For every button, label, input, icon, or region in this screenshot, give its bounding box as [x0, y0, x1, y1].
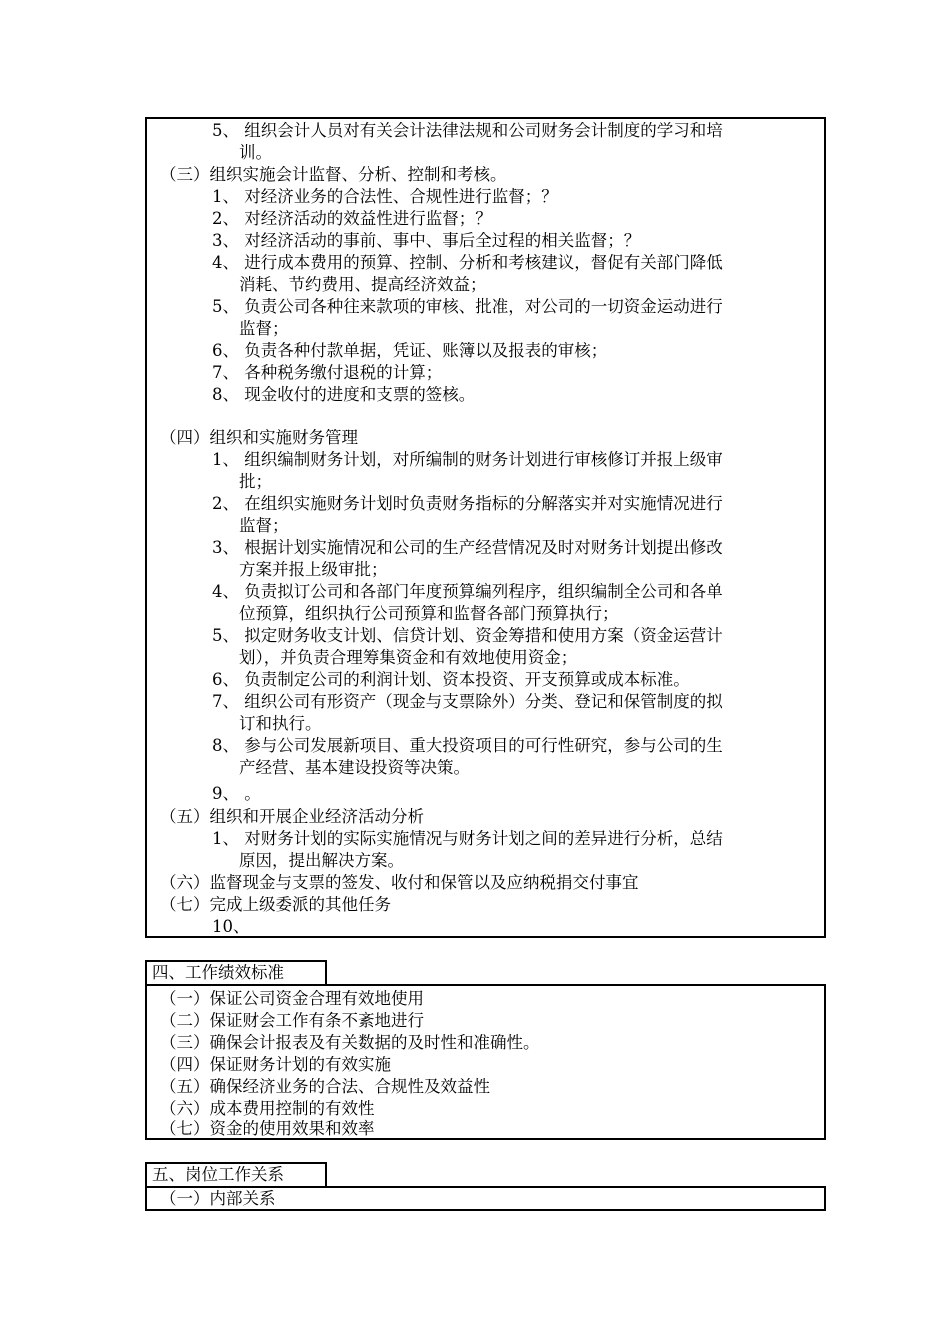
duty-line: 位预算，组织执行公司预算和监督各部门预算执行； — [239, 604, 619, 623]
duty-line: 1、 组织编制财务计划，对所编制的财务计划进行审核修订并报上级审 — [212, 450, 723, 469]
list-item: （二）保证财会工作有条不紊地进行 — [160, 1011, 424, 1030]
duty-line: 训。 — [239, 143, 272, 162]
duty-line: 批； — [239, 472, 272, 491]
duty-line: 订和执行。 — [239, 714, 322, 733]
section-title-relationships: 五、岗位工作关系 — [145, 1162, 327, 1187]
duty-heading: （四）组织和实施财务管理 — [160, 428, 358, 447]
duty-line: 5、 拟定财务收支计划、信贷计划、资金筹措和使用方案（资金运营计 — [212, 626, 723, 645]
duty-line: 监督； — [239, 319, 289, 338]
duty-line: 4、 进行成本费用的预算、控制、分析和考核建议，督促有关部门降低 — [212, 253, 723, 272]
list-item: （六）成本费用控制的有效性 — [160, 1099, 375, 1118]
section-title-performance: 四、工作绩效标准 — [145, 960, 327, 985]
list-item: （一）保证公司资金合理有效地使用 — [160, 989, 424, 1008]
duty-line: 2、 在组织实施财务计划时负责财务指标的分解落实并对实施情况进行 — [212, 494, 723, 513]
duty-line: 8、 现金收付的进度和支票的签核。 — [212, 385, 476, 404]
duty-line: 划），并负责合理筹集资金和有效地使用资金； — [239, 648, 578, 667]
list-item: （七）资金的使用效果和效率 — [160, 1119, 375, 1138]
duty-heading: （七）完成上级委派的其他任务 — [160, 895, 391, 914]
list-item: （五）确保经济业务的合法、合规性及效益性 — [160, 1077, 490, 1096]
duty-line: 3、 对经济活动的事前、事中、事后全过程的相关监督；？ — [212, 231, 641, 250]
duty-line: 方案并报上级审批； — [239, 560, 388, 579]
list-item: （四）保证财务计划的有效实施 — [160, 1055, 391, 1074]
duty-line: 1、 对经济业务的合法性、合规性进行监督；？ — [212, 187, 558, 206]
list-item: （三）确保会计报表及有关数据的及时性和准确性。 — [160, 1033, 540, 1052]
duty-line: 2、 对经济活动的效益性进行监督；？ — [212, 209, 492, 228]
duty-line: 消耗、节约费用、提高经济效益； — [239, 275, 487, 294]
duty-line: 产经营、基本建设投资等决策。 — [239, 758, 470, 777]
duty-heading: （五）组织和开展企业经济活动分析 — [160, 807, 424, 826]
duty-line: 5、 组织会计人员对有关会计法律法规和公司财务会计制度的学习和培 — [212, 121, 723, 140]
duty-line: 9、 。 — [212, 784, 261, 803]
duty-line: 原因，提出解决方案。 — [239, 851, 404, 870]
duty-line: 1、 对财务计划的实际实施情况与财务计划之间的差异进行分析，总结 — [212, 829, 723, 848]
duty-line: 10、 — [212, 917, 250, 936]
duty-heading: （三）组织实施会计监督、分析、控制和考核。 — [160, 165, 507, 184]
duty-line: 监督； — [239, 516, 289, 535]
duty-line: 6、 负责制定公司的利润计划、资本投资、开支预算或成本标准。 — [212, 670, 690, 689]
duty-heading: （六）监督现金与支票的签发、收付和保管以及应纳税捐交付事宜 — [160, 873, 639, 892]
duty-line: 7、 组织公司有形资产（现金与支票除外）分类、登记和保管制度的拟 — [212, 692, 723, 711]
duty-line: 6、 负责各种付款单据，凭证、账簿以及报表的审核； — [212, 341, 608, 360]
duty-line: 5、 负责公司各种往来款项的审核、批准，对公司的一切资金运动进行 — [212, 297, 723, 316]
list-item: （一）内部关系 — [160, 1189, 276, 1208]
duty-line: 4、 负责拟订公司和各部门年度预算编列程序，组织编制全公司和各单 — [212, 582, 723, 601]
duty-line: 7、 各种税务缴付退税的计算； — [212, 363, 443, 382]
duty-line: 8、 参与公司发展新项目、重大投资项目的可行性研究，参与公司的生 — [212, 736, 723, 755]
duty-line: 3、 根据计划实施情况和公司的生产经营情况及时对财务计划提出修改 — [212, 538, 723, 557]
